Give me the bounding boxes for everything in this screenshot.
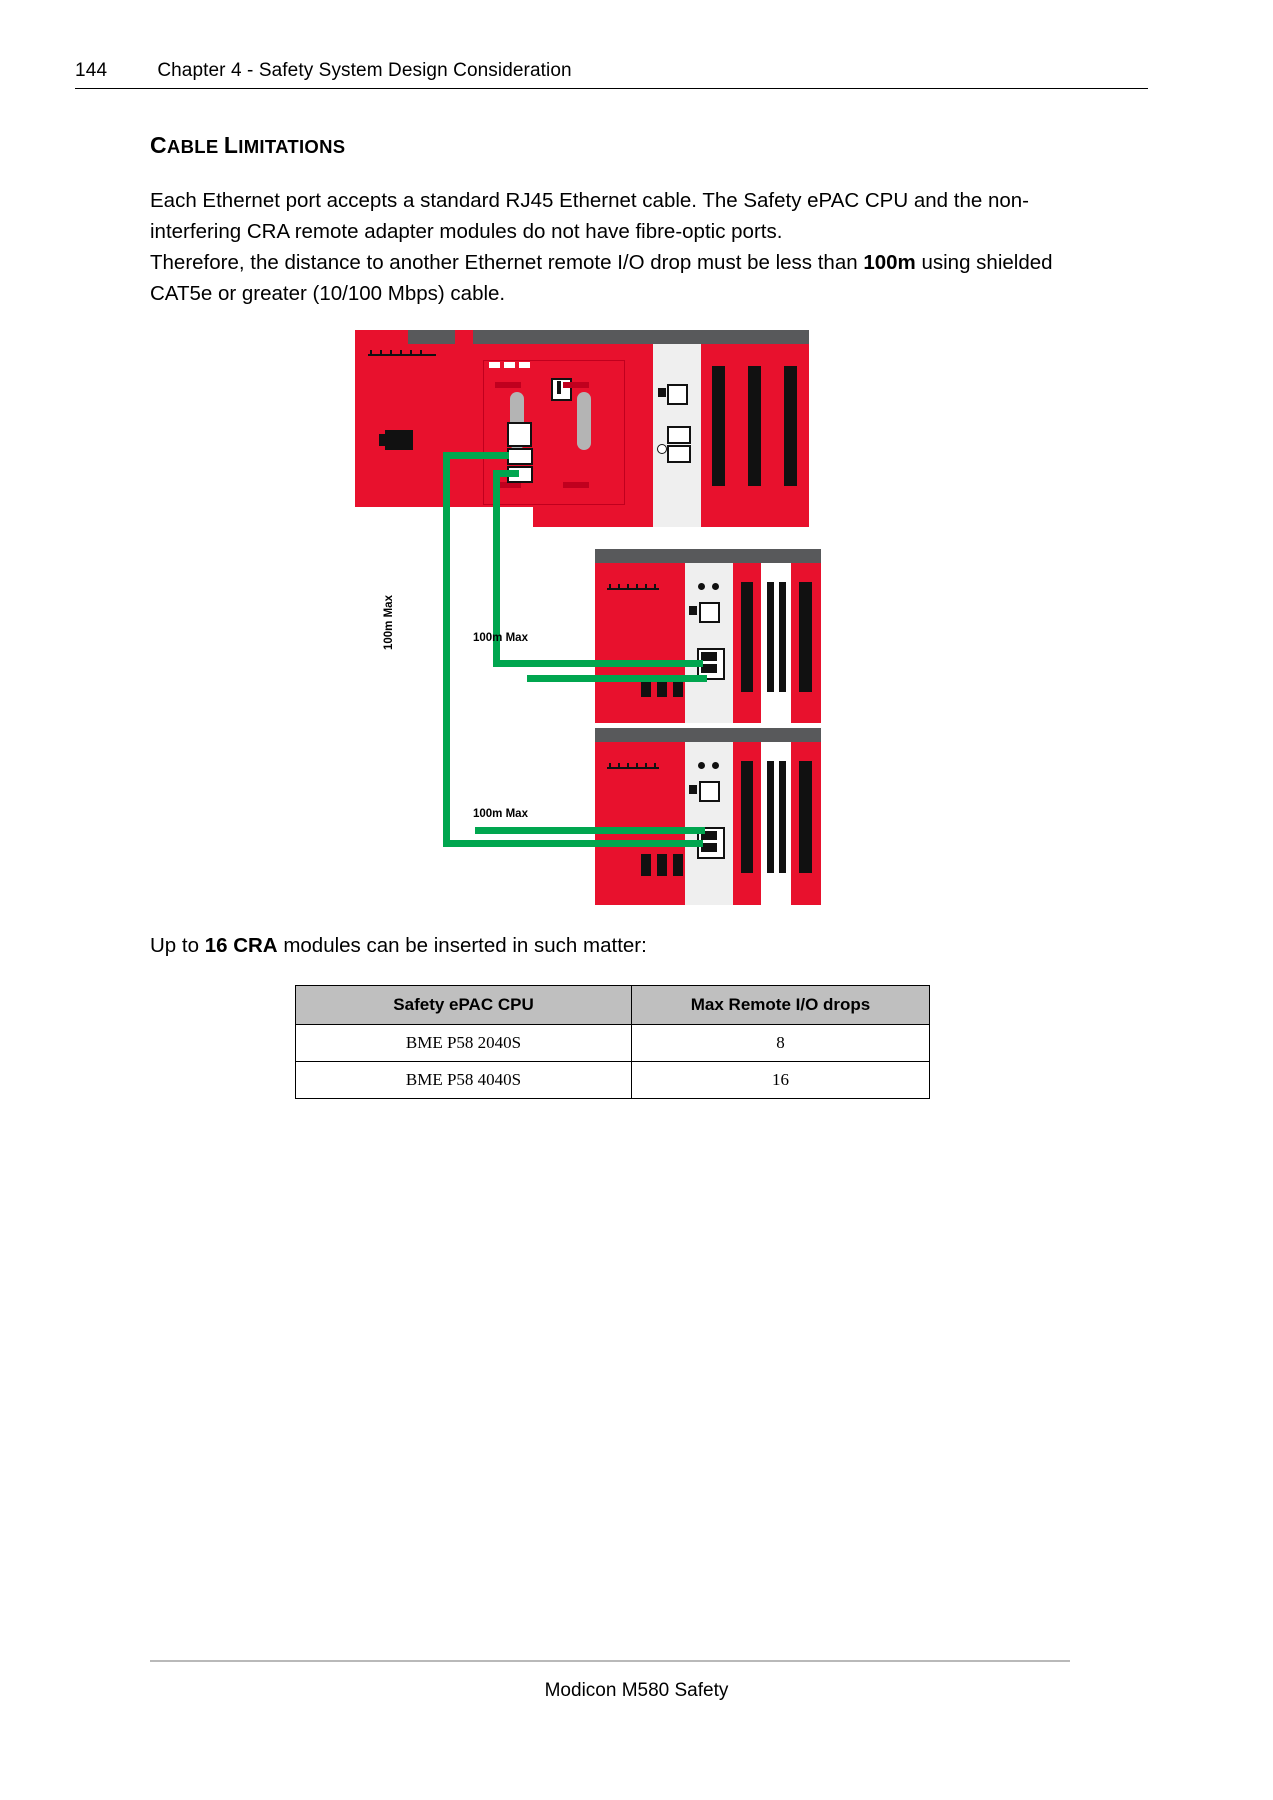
middle-rack-line-mark: [607, 588, 659, 590]
cra-adapter-arrow-middle: [689, 606, 697, 615]
io-module-middle-1-strip: [733, 549, 761, 563]
cpu-label-1: [495, 382, 521, 388]
paragraph-1: Each Ethernet port accepts a standard RJ45 Ethernet cable. The Safety ePAC CPU and the non-interfering CRA remote adapter modules do not have fibre-optic ports.: [150, 189, 1029, 243]
system-architecture-diagram: [355, 330, 895, 910]
io-module-middle-2-strip: [761, 549, 791, 563]
top-rack-vent-1: [408, 330, 455, 344]
page-header: [75, 60, 1148, 89]
cra-adapter-top-strip: [653, 330, 701, 344]
section-heading-cap-2: L: [223, 132, 239, 158]
cra-led-middle-1: [698, 583, 705, 590]
cra-adapter-bottom-strip: [685, 728, 733, 742]
bottom-rack-line-mark: [607, 767, 659, 769]
io-module-middle-2-slot-b: [779, 582, 786, 692]
top-rack-line-mark: [368, 354, 436, 356]
middle-rack-tick-4: [636, 584, 638, 589]
io-module-top-2-slot: [748, 366, 761, 486]
section-heading-text-2: IMITATIONS: [238, 136, 346, 157]
io-module-middle-3-slot: [799, 582, 812, 692]
caption-paragraph: [150, 930, 1070, 961]
cable-mid-bottom-segment: [493, 660, 703, 667]
top-rack-tick-3: [390, 350, 392, 355]
cpu-drops-table: [295, 985, 930, 1099]
cable-long-bottom-segment: [443, 840, 703, 847]
io-module-bottom-2-slot-a: [767, 761, 774, 873]
bottom-rack-tick-1: [609, 763, 611, 768]
top-rack-tick-2: [380, 350, 382, 355]
footer-text: Modicon M580 Safety: [544, 1680, 729, 1701]
bottom-rack-connector-1: [641, 854, 651, 876]
io-module-top-3-strip: [773, 330, 809, 344]
io-module-top-1-strip: [701, 330, 737, 344]
cra-port-bottom-2: [701, 843, 717, 852]
table-cell-cpu-1: BME P58 2040S: [296, 1025, 632, 1062]
cra-adapter-indicator-top: [657, 444, 667, 454]
section-heading-cap-1: C: [150, 132, 167, 158]
cra-adapter-module-bottom: [685, 742, 733, 905]
section-heading: [150, 132, 345, 159]
cra-adapter-port-2-top: [667, 445, 691, 463]
middle-rack-top-strip: [595, 549, 685, 563]
cable-long-top-segment: [443, 452, 509, 459]
cable-jumper-bottom: [475, 827, 705, 834]
page-number: 144: [75, 60, 108, 81]
top-rack-tick-5: [410, 350, 412, 355]
diagram-label-bottom: 100m Max: [473, 808, 528, 820]
top-rack-connector-nub: [379, 434, 387, 446]
io-module-bottom-2-slot-b: [779, 761, 786, 873]
cra-adapter-module-middle: [685, 563, 733, 723]
cra-led-bottom-2: [712, 762, 719, 769]
paragraph-2-part-b: using shielded CAT5e or greater (10/100 Mbps) cable.: [150, 251, 1053, 305]
caption-part-a: Up to: [150, 934, 205, 957]
cra-adapter-middle-strip: [685, 549, 733, 563]
table-cell-drops-2: 16: [632, 1062, 930, 1099]
io-module-bottom-3-slot: [799, 761, 812, 873]
footer-divider: [150, 1660, 1070, 1662]
bottom-rack-tick-2: [618, 763, 620, 768]
io-module-bottom-1-strip: [733, 728, 761, 742]
io-module-top-2-strip: [737, 330, 773, 344]
io-module-bottom-1-slot: [741, 761, 753, 873]
table-header-row: [296, 986, 930, 1025]
top-rack-connector-block: [385, 430, 413, 450]
bottom-rack-tick-5: [645, 763, 647, 768]
body-paragraphs: [150, 185, 1070, 309]
cra-adapter-arrow-top: [658, 388, 666, 397]
middle-rack-tick-2: [618, 584, 620, 589]
cpu-port-a: [507, 448, 533, 465]
cra-led-middle-2: [712, 583, 719, 590]
bottom-rack-connector-2: [657, 854, 667, 876]
top-rack-tick-4: [400, 350, 402, 355]
paragraph-2-part-a: Therefore, the distance to another Ethernet remote I/O drop must be less than: [150, 251, 864, 274]
middle-rack-tick-3: [627, 584, 629, 589]
table-header-cpu: Safety ePAC CPU: [296, 986, 632, 1025]
caption-part-b: modules can be inserted in such matter:: [277, 934, 647, 957]
io-module-bottom-2: [761, 742, 791, 905]
cpu-label-2: [563, 382, 589, 388]
cpu-handle-2: [577, 392, 591, 450]
section-heading-text-1: ABLE: [166, 136, 224, 157]
cra-adapter-port-1-top: [667, 426, 691, 444]
diagram-label-vertical: 100m Max: [383, 595, 395, 650]
io-module-bottom-3-strip: [791, 728, 821, 742]
cpu-module-top: [533, 330, 653, 344]
cra-led-bottom-1: [698, 762, 705, 769]
cpu-ethernet-port-main: [507, 422, 532, 447]
table-cell-cpu-2: BME P58 4040S: [296, 1062, 632, 1099]
middle-rack-tick-5: [645, 584, 647, 589]
bottom-rack-tick-4: [636, 763, 638, 768]
bottom-rack-tick-3: [627, 763, 629, 768]
chapter-title: Chapter 4 - Safety System Design Consideration: [157, 60, 572, 81]
cra-port-middle-1: [701, 652, 717, 661]
cable-long-vertical: [443, 452, 450, 847]
table-row: [296, 1025, 930, 1062]
middle-rack-tick-6: [654, 584, 656, 589]
bottom-rack-connector-3: [673, 854, 683, 876]
cra-adapter-display-top: [667, 384, 688, 405]
table-header-drops: Max Remote I/O drops: [632, 986, 930, 1025]
io-module-middle-3-strip: [791, 549, 821, 563]
cpu-label-4: [563, 482, 589, 488]
io-module-middle-1-slot: [741, 582, 753, 692]
table-cell-drops-1: 8: [632, 1025, 930, 1062]
cra-adapter-arrow-bottom: [689, 785, 697, 794]
io-module-top-1-slot: [712, 366, 725, 486]
top-rack-vent-2: [473, 330, 533, 344]
middle-rack-tick-1: [609, 584, 611, 589]
cra-adapter-display-middle: [699, 602, 720, 623]
cra-adapter-display-bottom: [699, 781, 720, 802]
io-module-top-3-slot: [784, 366, 797, 486]
top-rack-tick-1: [370, 350, 372, 355]
cra-port-middle-2: [701, 664, 717, 673]
cable-jumper-middle: [527, 675, 707, 682]
caption-bold: 16 CRA: [204, 934, 278, 957]
table-row: [296, 1062, 930, 1099]
bottom-rack-top-strip: [595, 728, 685, 742]
io-module-bottom-2-strip: [761, 728, 791, 742]
top-rack-tick-6: [420, 350, 422, 355]
bottom-rack-tick-6: [654, 763, 656, 768]
io-module-middle-2-slot-a: [767, 582, 774, 692]
paragraph-2-bold: 100m: [863, 251, 916, 274]
diagram-label-middle: 100m Max: [473, 632, 528, 644]
io-module-middle-2: [761, 563, 791, 723]
